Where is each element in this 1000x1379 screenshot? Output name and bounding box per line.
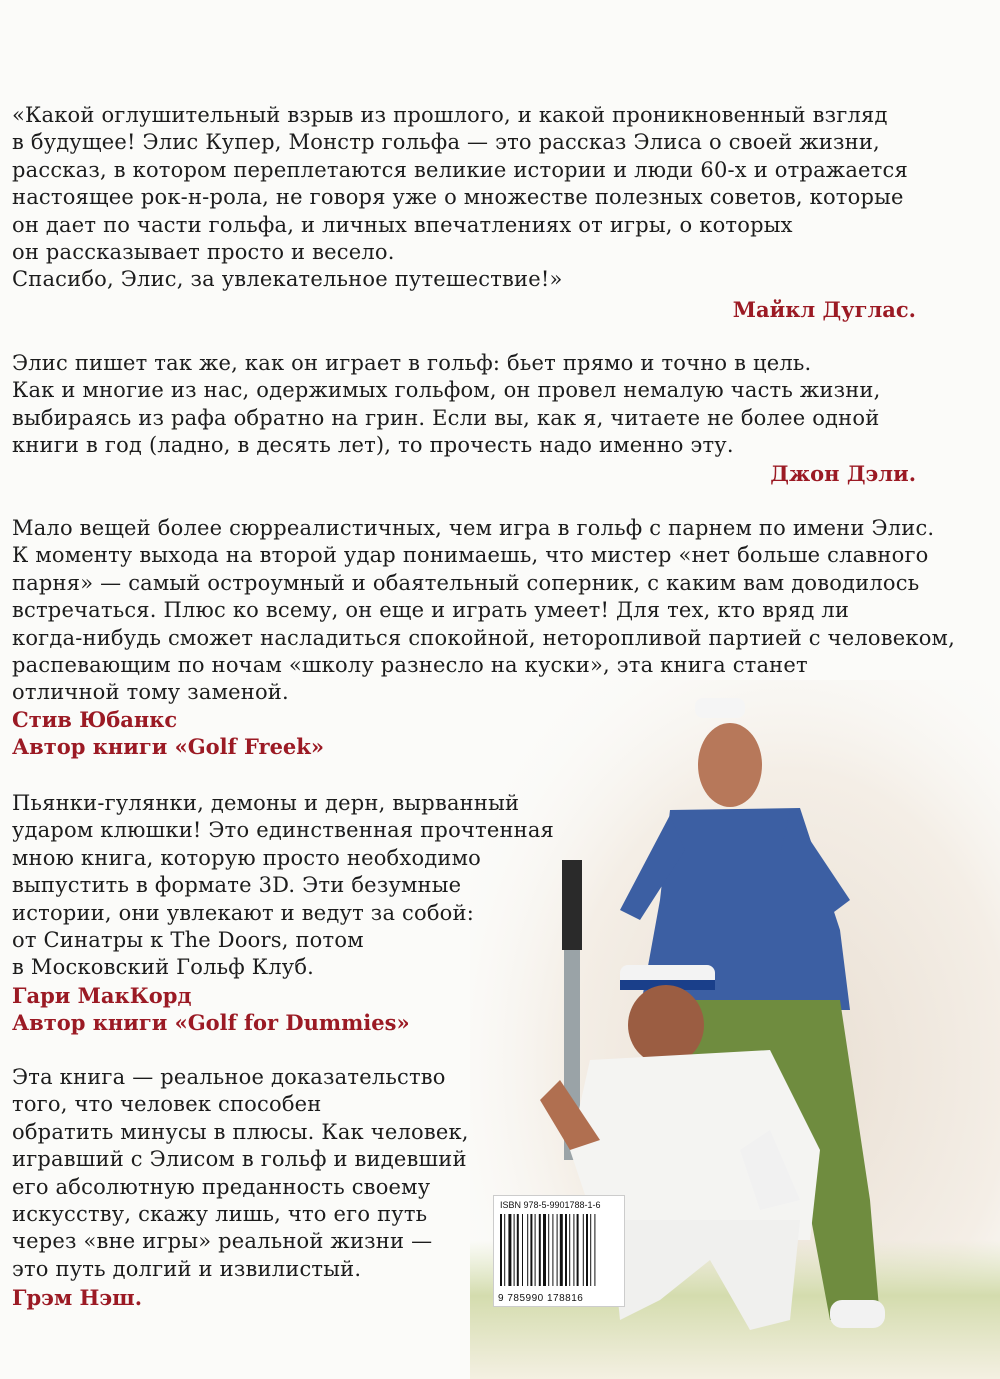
quote-5 [12,1064,469,1283]
author-steve-eubanks: Стив Юбанкс [12,707,178,732]
quote-line: обратить минусы в плюсы. Как человек, [12,1119,469,1144]
barcode-number: 9 785990 178816 [498,1293,584,1304]
isbn-label: ISBN 978-5-9901788-1-6 [500,1200,601,1210]
quote-line: отличной тому заменой. [12,680,289,705]
quote-line: Спасибо, Элис, за увлекательное путешествие!» [12,267,563,292]
quote-line: настоящее рок-н-рола, не говоря уже о множестве полезных советов, которые [12,185,904,210]
barcode-bars [500,1214,618,1286]
quote-line: распевающим по ночам «школу разнесло на куски», эта книга станет [12,653,808,678]
quote-line: выбираясь из рафа обратно на грин. Если вы, как я, читаете не более одной [12,405,880,430]
quote-line: Как и многие из нас, одержимых гольфом, он провел немалую часть жизни, [12,378,881,403]
quote-line: когда-нибудь сможет насладиться спокойной, неторопливой партией с человеком, [12,625,955,650]
quote-2 [12,350,881,460]
quote-line: выпустить в формате 3D. Эти безумные [12,873,462,898]
quote-line: встречаться. Плюс ко всему, он еще и играть умеет! Для тех, кто вряд ли [12,598,850,623]
quote-line: он дает по части гольфа, и личных впечатлениях от игры, о которых [12,212,793,237]
quote-line: ударом клюшки! Это единственная прочтенная [12,818,555,843]
author-gary-mccord: Гари МакКорд [12,983,192,1008]
author-john-daly: Джон Дэли. [770,461,916,486]
quote-line: его абсолютную преданность своему [12,1174,431,1199]
isbn-barcode [493,1195,625,1307]
quote-line: Эта книга — реальное доказательство [12,1065,446,1089]
quote-line: игравший с Элисом в гольф и видевший [12,1147,467,1172]
quote-line: он рассказывает просто и весело. [12,240,395,265]
author-note-golf-freek: Автор книги «Golf Freek» [12,734,324,759]
quote-line: мною книга, которую просто необходимо [12,845,481,870]
quote-line: Мало вещей более сюрреалистичных, чем игра в гольф с парнем по имени Элис. [12,516,935,540]
author-michael-douglas: Майкл Дуглас. [732,297,916,322]
quote-line: через «вне игры» реальной жизни — [12,1229,433,1254]
quote-line: того, что человек способен [12,1092,322,1117]
quote-1 [12,102,908,294]
quote-line: истории, они увлекают и ведут за собой: [12,900,474,925]
quote-line: книги в год (ладно, в десять лет), то прочесть надо именно эту. [12,433,734,458]
quote-line: Пьянки-гулянки, демоны и дерн, вырванный [12,791,520,815]
quote-4 [12,790,554,982]
quote-line: в будущее! Элис Купер, Монстр гольфа — это рассказ Элиса о своей жизни, [12,130,880,155]
author-note-golf-for-dummies: Автор книги «Golf for Dummies» [12,1010,410,1035]
quote-line: парня» — самый остроумный и обаятельный соперник, с каким вам доводилось [12,570,920,595]
quote-line: К моменту выхода на второй удар понимаешь, что мистер «нет больше славного [12,543,929,568]
quote-3 [12,515,955,707]
quote-line: Элис пишет так же, как он играет в гольф: бьет прямо и точно в цель. [12,351,812,375]
quote-line: искусству, скажу лишь, что его путь [12,1202,428,1227]
author-graham-nash: Грэм Нэш. [12,1285,143,1310]
quote-line: это путь долгий и извилистый. [12,1256,362,1281]
quote-line: от Синатры к The Doors, потом [12,928,364,953]
quote-line: «Какой оглушительный взрыв из прошлого, и какой проникновенный взгляд [12,103,888,127]
quote-line: в Московский Гольф Клуб. [12,955,315,980]
quote-line: рассказ, в котором переплетаются великие истории и люди 60-х и отражается [12,157,908,182]
